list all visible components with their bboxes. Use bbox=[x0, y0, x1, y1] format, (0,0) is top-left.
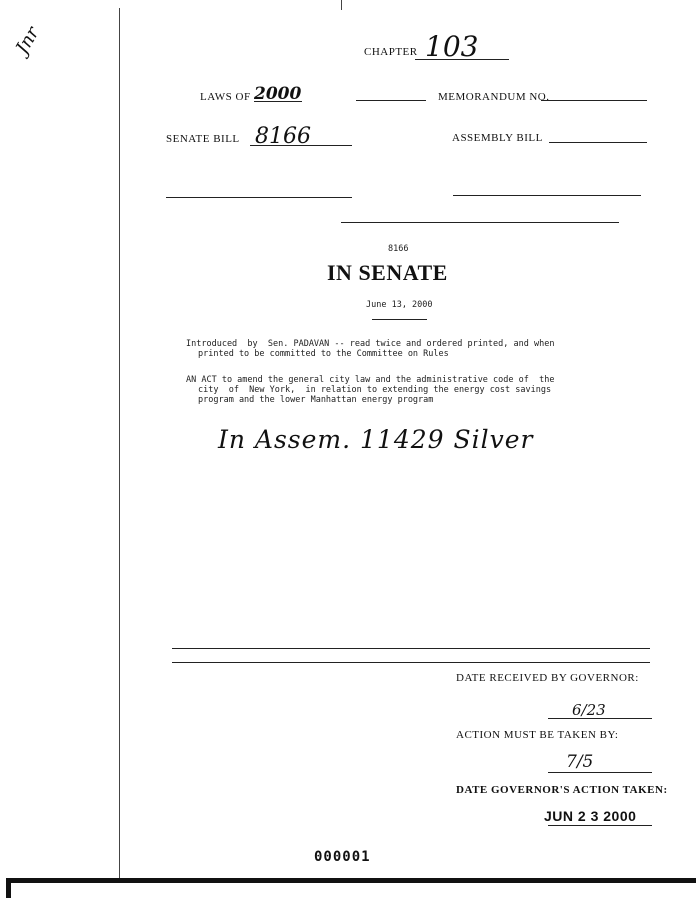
page-number: 000001 bbox=[314, 849, 371, 865]
date-received-value: 6/23 bbox=[572, 701, 606, 719]
act-line-1: AN ACT to amend the general city law and the administrative code of the bbox=[186, 375, 555, 385]
laws-underline bbox=[254, 101, 302, 102]
senate-bill-underline bbox=[250, 145, 352, 146]
bottom-scan-border bbox=[6, 878, 696, 883]
blank-line-left bbox=[166, 197, 352, 198]
laws-label: LAWS OF bbox=[200, 91, 251, 103]
bill-number: 8166 bbox=[388, 244, 409, 254]
action-deadline-label: ACTION MUST BE TAKEN BY: bbox=[456, 729, 619, 741]
action-taken-label: DATE GOVERNOR'S ACTION TAKEN: bbox=[456, 784, 668, 796]
chapter-value: 103 bbox=[425, 30, 479, 63]
chapter-underline bbox=[415, 59, 509, 60]
bottom-rule-1 bbox=[172, 648, 650, 649]
memo-label: MEMORANDUM NO. bbox=[438, 91, 550, 103]
laws-value: 2000 bbox=[254, 84, 302, 104]
handwritten-assembly-note: In Assem. 11429 Silver bbox=[218, 425, 534, 454]
introduced-line-1: Introduced by Sen. PADAVAN -- read twice and ordered printed, and when bbox=[186, 339, 555, 349]
blank-line-right bbox=[453, 195, 641, 196]
date-received-underline bbox=[548, 718, 652, 719]
date-rule bbox=[372, 319, 427, 320]
left-margin-rule bbox=[119, 8, 120, 878]
act-line-3: program and the lower Manhattan energy program bbox=[198, 395, 434, 405]
assembly-bill-underline bbox=[549, 142, 647, 143]
chapter-label: CHAPTER bbox=[364, 46, 418, 58]
senate-bill-value: 8166 bbox=[255, 124, 311, 149]
memo-underline bbox=[541, 100, 647, 101]
action-taken-stamp: JUN 2 3 2000 bbox=[544, 808, 637, 824]
assembly-bill-label: ASSEMBLY BILL bbox=[452, 132, 543, 144]
introduced-line-2: printed to be committed to the Committee on Rules bbox=[198, 349, 449, 359]
date-received-label: DATE RECEIVED BY GOVERNOR: bbox=[456, 672, 639, 684]
house-title: IN SENATE bbox=[327, 260, 448, 285]
action-deadline-underline bbox=[548, 772, 652, 773]
bottom-scan-border-left bbox=[6, 878, 11, 898]
bill-date: June 13, 2000 bbox=[366, 300, 433, 310]
blank-underline bbox=[356, 100, 426, 101]
corner-initials: Jnr bbox=[11, 23, 44, 58]
action-deadline-value: 7/5 bbox=[566, 752, 594, 772]
action-taken-underline bbox=[548, 825, 652, 826]
blank-line-center bbox=[341, 222, 619, 223]
top-center-tick bbox=[341, 0, 342, 10]
senate-bill-label: SENATE BILL bbox=[166, 133, 240, 145]
act-line-2: city of New York, in relation to extending the energy cost savings bbox=[198, 385, 552, 395]
bottom-rule-2 bbox=[172, 662, 650, 663]
